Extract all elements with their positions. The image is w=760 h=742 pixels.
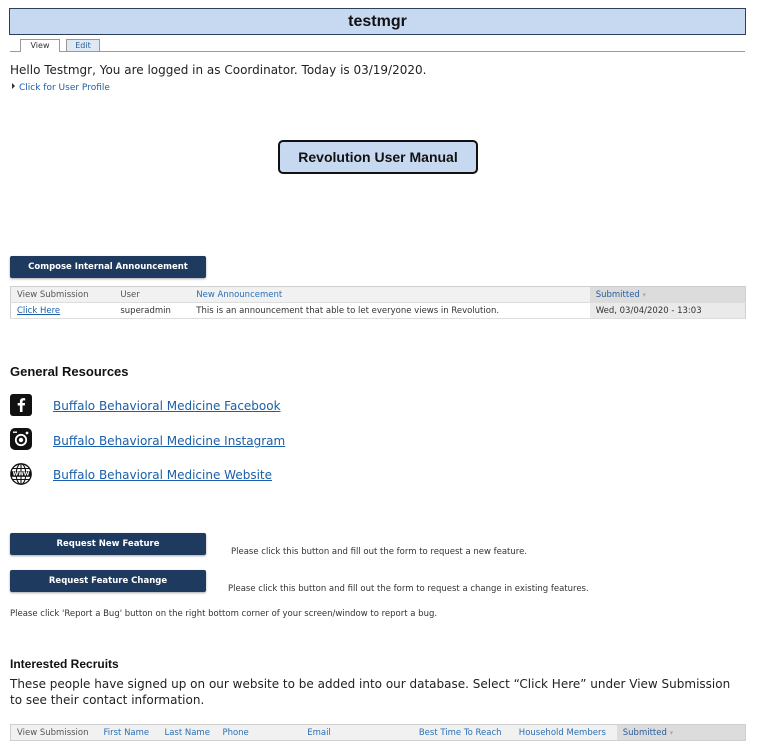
column-header-submitted[interactable]	[590, 287, 746, 303]
svg-text:WWW: WWW	[12, 471, 30, 478]
facebook-link[interactable]: Buffalo Behavioral Medicine Facebook	[53, 399, 281, 413]
table-header-row	[11, 725, 746, 741]
sort-desc-icon: ▾	[669, 728, 674, 737]
view-submission-link[interactable]: Click Here	[17, 305, 61, 316]
tab-bar	[10, 39, 745, 52]
bug-report-note: Please click 'Report a Bug' button on the right bottom corner of your screen/window to report a bug.	[10, 609, 438, 619]
table-row	[11, 303, 746, 319]
greeting-text: Hello Testmgr, You are logged in as Coordinator. Today is 03/19/2020.	[10, 63, 427, 77]
column-header-submitted[interactable]	[617, 725, 746, 741]
feature-change-note: Please click this button and fill out the form to request a change in existing features.	[228, 584, 589, 594]
compose-announcement-button[interactable]: Compose Internal Announcement	[10, 256, 206, 278]
column-header-view-submission: View Submission	[17, 727, 89, 738]
sort-desc-icon: ▾	[642, 290, 647, 299]
website-link[interactable]: Buffalo Behavioral Medicine Website	[53, 468, 272, 482]
column-header-new-announcement[interactable]: New Announcement	[196, 289, 283, 300]
tab-view[interactable]: View	[20, 39, 60, 52]
instagram-icon	[10, 428, 32, 450]
triangle-right-icon	[12, 83, 15, 89]
request-new-feature-button[interactable]: Request New Feature	[10, 533, 206, 555]
column-header-submitted-label: Submitted	[622, 727, 667, 738]
table-header-row	[11, 287, 746, 303]
table-cell-submitted: Wed, 03/04/2020 - 13:03	[590, 303, 746, 319]
page-title: testmgr	[9, 8, 746, 35]
column-header-last-name[interactable]: Last Name	[164, 727, 210, 738]
facebook-icon	[10, 394, 32, 416]
column-header-first-name[interactable]: First Name	[103, 727, 150, 738]
column-header-view-submission: View Submission	[17, 289, 89, 300]
table-cell-announcement: This is an announcement that able to let everyone views in Revolution.	[196, 305, 500, 316]
announcements-table	[10, 286, 746, 319]
column-header-best-time[interactable]: Best Time To Reach	[418, 727, 502, 738]
column-header-user: User	[120, 289, 140, 300]
general-resources-heading: General Resources	[10, 364, 129, 379]
tab-edit[interactable]: Edit	[66, 39, 100, 51]
column-header-phone[interactable]: Phone	[222, 727, 249, 738]
recruits-description: These people have signed up on our website to be added into our database. Select “Click Here” under View Submission to see their contact information.	[10, 677, 731, 707]
user-profile-link[interactable]	[12, 83, 110, 93]
new-feature-note: Please click this button and fill out the form to request a new feature.	[231, 547, 528, 557]
table-cell-user: superadmin	[120, 305, 171, 316]
column-header-email[interactable]: Email	[307, 727, 331, 738]
request-feature-change-button[interactable]: Request Feature Change	[10, 570, 206, 592]
recruits-table	[10, 724, 746, 741]
column-header-household-members[interactable]: Household Members	[518, 727, 606, 738]
column-header-submitted-label: Submitted	[595, 289, 640, 300]
interested-recruits-heading: Interested Recruits	[10, 657, 119, 671]
user-manual-button[interactable]: Revolution User Manual	[278, 140, 478, 174]
user-profile-link-label: Click for User Profile	[19, 83, 110, 93]
www-globe-icon	[10, 463, 32, 485]
instagram-link[interactable]: Buffalo Behavioral Medicine Instagram	[53, 434, 286, 448]
